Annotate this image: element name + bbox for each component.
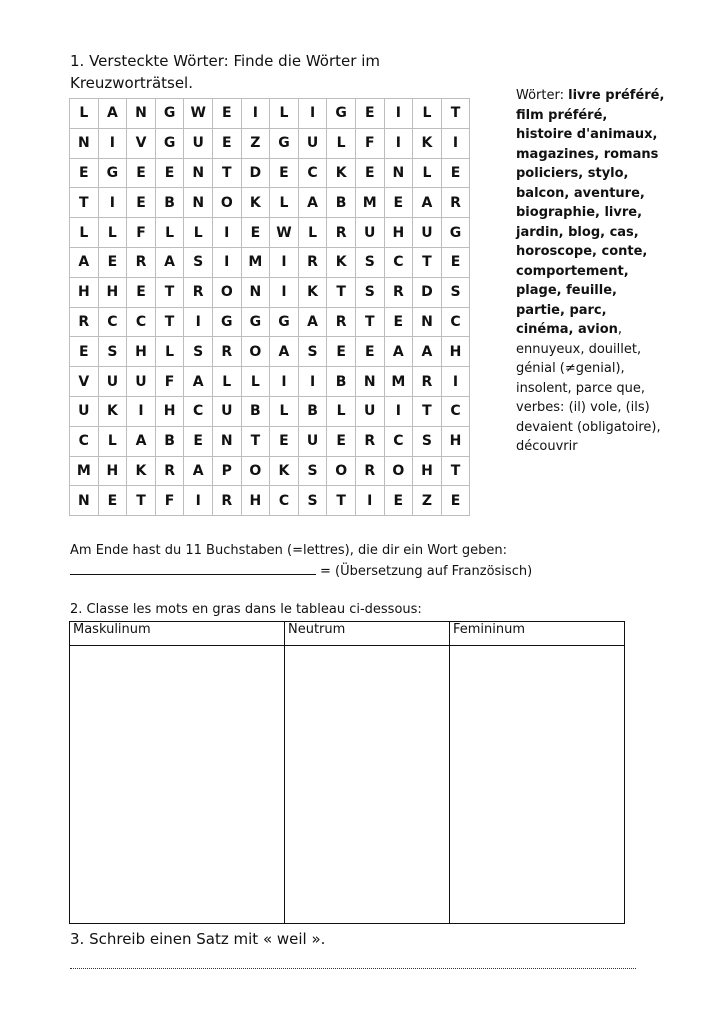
grid-cell[interactable]: T <box>241 426 270 456</box>
grid-row <box>70 426 470 456</box>
grid-cell[interactable]: U <box>298 426 327 456</box>
grid-cell[interactable]: C <box>298 158 327 188</box>
grid-cell[interactable]: C <box>441 396 470 426</box>
grid-cell[interactable]: E <box>384 486 413 516</box>
grid-cell[interactable]: T <box>212 158 241 188</box>
grid-cell[interactable]: L <box>98 426 127 456</box>
grid-cell[interactable]: O <box>241 456 270 486</box>
grid-cell[interactable]: A <box>155 247 184 277</box>
grid-cell[interactable]: T <box>441 456 470 486</box>
grid-cell[interactable]: I <box>298 99 327 129</box>
grid-cell[interactable]: Z <box>241 128 270 158</box>
grid-cell[interactable]: R <box>355 426 384 456</box>
grid-cell[interactable]: R <box>413 367 442 397</box>
grid-cell[interactable]: I <box>270 367 299 397</box>
grid-cell[interactable]: V <box>127 128 156 158</box>
grid-row <box>70 128 470 158</box>
grid-cell[interactable]: U <box>298 128 327 158</box>
grid-cell[interactable]: B <box>155 426 184 456</box>
grid-cell[interactable]: T <box>70 188 99 218</box>
grid-cell[interactable]: L <box>270 396 299 426</box>
grid-row <box>70 456 470 486</box>
grid-cell[interactable]: P <box>212 456 241 486</box>
grid-cell[interactable]: H <box>384 218 413 248</box>
grid-cell[interactable]: N <box>241 277 270 307</box>
grid-cell[interactable]: Z <box>413 486 442 516</box>
grid-cell[interactable]: H <box>70 277 99 307</box>
grid-cell[interactable]: L <box>413 99 442 129</box>
grid-cell[interactable]: E <box>184 426 213 456</box>
grid-cell[interactable]: T <box>327 277 356 307</box>
grid-cell[interactable]: O <box>241 337 270 367</box>
cell-feminine[interactable] <box>450 646 625 924</box>
grid-cell[interactable]: G <box>155 99 184 129</box>
grid-row <box>70 99 470 129</box>
grid-cell[interactable]: I <box>184 307 213 337</box>
grid-cell[interactable]: L <box>212 367 241 397</box>
grid-cell[interactable]: R <box>127 247 156 277</box>
grid-cell[interactable]: I <box>127 396 156 426</box>
grid-cell[interactable]: H <box>98 456 127 486</box>
grid-cell[interactable]: L <box>155 337 184 367</box>
grid-cell[interactable]: I <box>98 188 127 218</box>
grid-cell[interactable]: E <box>98 247 127 277</box>
grid-cell[interactable]: L <box>327 128 356 158</box>
grid-cell[interactable]: U <box>355 218 384 248</box>
grid-cell[interactable]: A <box>413 337 442 367</box>
word-list: Wörter: livre préféré, film préféré, histoire d'animaux, magazines, romans policiers, stylo, balcon, aventure, biographie, livre, jardin, blog, cas, horoscope, conte, comportement, plage, feuille, partie, parc, cinéma, avion, ennuyeux, douillet, génial (≠genial), insolent, parce que, verbes: (il) vole, (ils) devaient (obligatoire), découvrir <box>516 88 665 454</box>
grid-cell[interactable]: S <box>355 247 384 277</box>
end-instruction: Am Ende hast du 11 Buchstaben (=lettres), die dir ein Wort geben: <box>70 543 508 558</box>
grid-cell[interactable]: G <box>98 158 127 188</box>
word-list-normal: ennuyeux, douillet, génial (≠genial), insolent, parce que, verbes: (il) vole, (ils) devaient (obligatoire), découvrir <box>516 341 661 454</box>
grid-cell[interactable]: K <box>327 158 356 188</box>
grid-cell[interactable]: I <box>212 218 241 248</box>
grid-cell[interactable]: K <box>413 128 442 158</box>
grid-cell[interactable]: M <box>355 188 384 218</box>
grid-cell[interactable]: E <box>127 188 156 218</box>
grid-cell[interactable]: C <box>441 307 470 337</box>
grid-cell[interactable]: I <box>270 277 299 307</box>
grid-cell[interactable]: C <box>270 486 299 516</box>
column-header-neuter: Neutrum <box>285 622 450 646</box>
grid-cell[interactable]: I <box>241 99 270 129</box>
grid-cell[interactable]: L <box>70 99 99 129</box>
grid-cell[interactable]: F <box>355 128 384 158</box>
grid-cell[interactable]: B <box>327 367 356 397</box>
answer-line <box>70 562 532 581</box>
grid-cell[interactable]: R <box>212 337 241 367</box>
grid-cell[interactable]: R <box>441 188 470 218</box>
grid-cell[interactable]: C <box>384 247 413 277</box>
grid-cell[interactable]: T <box>413 396 442 426</box>
grid-cell[interactable]: M <box>384 367 413 397</box>
grid-cell[interactable]: K <box>327 247 356 277</box>
grid-cell[interactable]: U <box>70 396 99 426</box>
grid-cell[interactable]: L <box>270 99 299 129</box>
grid-row <box>70 188 470 218</box>
grid-cell[interactable]: U <box>212 396 241 426</box>
grid-cell[interactable]: I <box>384 128 413 158</box>
grid-cell[interactable]: A <box>270 337 299 367</box>
grid-cell[interactable]: E <box>127 158 156 188</box>
grid-cell[interactable]: F <box>155 486 184 516</box>
grid-row <box>70 367 470 397</box>
grid-cell[interactable]: I <box>384 396 413 426</box>
grid-cell[interactable]: I <box>355 486 384 516</box>
grid-cell[interactable]: A <box>98 99 127 129</box>
grid-cell[interactable]: H <box>441 426 470 456</box>
grid-cell[interactable]: K <box>98 396 127 426</box>
grid-cell[interactable]: R <box>155 456 184 486</box>
grid-cell[interactable]: I <box>98 128 127 158</box>
grid-cell[interactable]: N <box>384 158 413 188</box>
grid-cell[interactable]: D <box>241 158 270 188</box>
grid-cell[interactable]: S <box>298 337 327 367</box>
grid-row <box>70 396 470 426</box>
grid-cell[interactable]: E <box>441 158 470 188</box>
grid-cell[interactable]: A <box>298 307 327 337</box>
grid-cell[interactable]: K <box>127 456 156 486</box>
grid-cell[interactable]: L <box>327 396 356 426</box>
grid-cell[interactable]: C <box>184 396 213 426</box>
grid-cell[interactable]: I <box>298 367 327 397</box>
grid-cell[interactable]: L <box>241 367 270 397</box>
grid-cell[interactable]: V <box>70 367 99 397</box>
grid-cell[interactable]: H <box>441 337 470 367</box>
grid-cell[interactable]: E <box>270 426 299 456</box>
word-search-grid <box>69 98 470 516</box>
grid-cell[interactable]: O <box>212 277 241 307</box>
grid-cell[interactable]: E <box>270 158 299 188</box>
grid-cell[interactable]: N <box>184 188 213 218</box>
grid-cell[interactable]: E <box>327 337 356 367</box>
grid-row <box>70 337 470 367</box>
grid-cell[interactable]: B <box>298 396 327 426</box>
grid-cell[interactable]: A <box>127 426 156 456</box>
grid-cell[interactable]: S <box>184 337 213 367</box>
grid-cell[interactable]: C <box>98 307 127 337</box>
grid-cell[interactable]: T <box>355 307 384 337</box>
grid-cell[interactable]: I <box>441 128 470 158</box>
grid-cell[interactable]: H <box>155 396 184 426</box>
grid-cell[interactable]: S <box>298 486 327 516</box>
grid-cell[interactable]: E <box>355 99 384 129</box>
grid-cell[interactable]: E <box>212 128 241 158</box>
grid-row <box>70 218 470 248</box>
grid-cell[interactable]: K <box>298 277 327 307</box>
grid-cell[interactable]: G <box>270 307 299 337</box>
grid-row <box>70 307 470 337</box>
column-header-feminine: Femininum <box>450 622 625 646</box>
grid-cell[interactable]: C <box>384 426 413 456</box>
grid-cell[interactable]: O <box>327 456 356 486</box>
sentence-answer-line[interactable] <box>70 956 636 969</box>
grid-cell[interactable]: W <box>184 99 213 129</box>
grid-cell[interactable]: L <box>155 218 184 248</box>
grid-cell[interactable]: E <box>441 247 470 277</box>
grid-cell[interactable]: N <box>127 99 156 129</box>
grid-cell[interactable]: G <box>270 128 299 158</box>
grid-cell[interactable]: A <box>298 188 327 218</box>
grid-cell[interactable]: L <box>298 218 327 248</box>
grid-cell[interactable]: G <box>155 128 184 158</box>
grid-cell[interactable]: C <box>70 426 99 456</box>
exercise-1-title: 1. Versteckte Wörter: Finde die Wörter im Kreuzworträtsel. <box>70 52 380 92</box>
grid-cell[interactable]: E <box>70 158 99 188</box>
grid-cell[interactable]: M <box>241 247 270 277</box>
grid-cell[interactable]: O <box>212 188 241 218</box>
grid-cell[interactable]: F <box>155 367 184 397</box>
grid-cell[interactable]: S <box>98 337 127 367</box>
grid-cell[interactable]: R <box>327 307 356 337</box>
grid-cell[interactable]: I <box>441 367 470 397</box>
cell-neuter[interactable] <box>285 646 450 924</box>
grid-cell[interactable]: R <box>298 247 327 277</box>
grid-cell[interactable]: A <box>184 367 213 397</box>
grid-cell[interactable]: N <box>70 128 99 158</box>
grid-cell[interactable]: C <box>127 307 156 337</box>
grid-cell[interactable]: S <box>441 277 470 307</box>
grid-cell[interactable]: H <box>413 456 442 486</box>
grid-cell[interactable]: B <box>155 188 184 218</box>
grid-cell[interactable]: M <box>70 456 99 486</box>
grid-cell[interactable]: L <box>270 188 299 218</box>
grid-cell[interactable]: E <box>384 188 413 218</box>
grid-cell[interactable]: E <box>441 486 470 516</box>
grid-cell[interactable]: I <box>384 99 413 129</box>
grid-cell[interactable]: K <box>241 188 270 218</box>
grid-cell[interactable]: O <box>384 456 413 486</box>
grid-cell[interactable]: E <box>70 337 99 367</box>
grid-cell[interactable]: T <box>155 307 184 337</box>
grid-cell[interactable]: N <box>70 486 99 516</box>
column-header-masculine: Maskulinum <box>70 622 285 646</box>
grid-row <box>70 277 470 307</box>
grid-cell[interactable]: A <box>384 337 413 367</box>
grid-cell[interactable]: E <box>355 158 384 188</box>
grid-cell[interactable]: S <box>413 426 442 456</box>
grid-cell[interactable]: F <box>127 218 156 248</box>
grid-cell[interactable]: G <box>327 99 356 129</box>
grid-cell[interactable]: U <box>355 396 384 426</box>
grid-row <box>70 486 470 516</box>
cell-masculine[interactable] <box>70 646 285 924</box>
grid-cell[interactable]: T <box>155 277 184 307</box>
grid-cell[interactable]: E <box>384 307 413 337</box>
grid-cell[interactable]: U <box>127 367 156 397</box>
grid-cell[interactable]: R <box>70 307 99 337</box>
grid-cell[interactable]: D <box>413 277 442 307</box>
grid-cell[interactable]: E <box>212 99 241 129</box>
grid-cell[interactable]: E <box>355 337 384 367</box>
grid-cell[interactable]: B <box>327 188 356 218</box>
grid-cell[interactable]: S <box>355 277 384 307</box>
grid-cell[interactable]: T <box>413 247 442 277</box>
grid-cell[interactable]: U <box>184 128 213 158</box>
grid-cell[interactable]: B <box>241 396 270 426</box>
grid-cell[interactable]: L <box>184 218 213 248</box>
grid-cell[interactable]: S <box>184 247 213 277</box>
grid-cell[interactable]: A <box>70 247 99 277</box>
grid-cell[interactable]: H <box>98 277 127 307</box>
grid-cell[interactable]: A <box>413 188 442 218</box>
exercise-3-title: 3. Schreib einen Satz mit « weil ». <box>70 930 326 948</box>
grid-cell[interactable]: H <box>127 337 156 367</box>
grid-cell[interactable]: S <box>298 456 327 486</box>
grid-cell[interactable]: R <box>384 277 413 307</box>
grid-cell[interactable]: N <box>355 367 384 397</box>
grid-cell[interactable]: K <box>270 456 299 486</box>
grid-cell[interactable]: R <box>327 218 356 248</box>
exercise-2-title: 2. Classe les mots en gras dans le tableau ci-dessous: <box>70 602 422 617</box>
grid-cell[interactable]: R <box>184 277 213 307</box>
grid-cell[interactable]: H <box>241 486 270 516</box>
grid-cell[interactable]: T <box>441 99 470 129</box>
grid-cell[interactable]: N <box>413 307 442 337</box>
grid-cell[interactable]: L <box>98 218 127 248</box>
grid-cell[interactable]: E <box>327 426 356 456</box>
grid-cell[interactable]: G <box>212 307 241 337</box>
word-list-label: Wörter: <box>516 88 564 103</box>
grid-cell[interactable]: L <box>70 218 99 248</box>
classification-table <box>69 621 625 924</box>
grid-cell[interactable]: A <box>184 456 213 486</box>
grid-cell[interactable]: R <box>212 486 241 516</box>
grid-cell[interactable]: E <box>98 486 127 516</box>
grid-cell[interactable]: U <box>413 218 442 248</box>
grid-cell[interactable]: L <box>413 158 442 188</box>
grid-cell[interactable]: N <box>184 158 213 188</box>
grid-cell[interactable]: T <box>327 486 356 516</box>
grid-cell[interactable]: G <box>441 218 470 248</box>
grid-row <box>70 247 470 277</box>
answer-blanks[interactable] <box>70 562 316 575</box>
grid-cell[interactable]: N <box>212 426 241 456</box>
grid-cell[interactable]: G <box>241 307 270 337</box>
word-list-bold: livre préféré, film préféré, histoire d'animaux, magazines, romans policiers, stylo, balcon, aventure, biographie, livre, jardin, blog, cas, horoscope, conte, comportement, plage, feuille, partie, parc, cinéma, avion <box>516 88 665 337</box>
translation-note: = (Übersetzung auf Französisch) <box>320 564 533 579</box>
grid-cell[interactable]: U <box>98 367 127 397</box>
grid-cell[interactable]: I <box>184 486 213 516</box>
grid-cell[interactable]: E <box>155 158 184 188</box>
grid-cell[interactable]: W <box>270 218 299 248</box>
grid-cell[interactable]: I <box>212 247 241 277</box>
grid-cell[interactable]: E <box>127 277 156 307</box>
grid-row <box>70 158 470 188</box>
grid-cell[interactable]: R <box>355 456 384 486</box>
grid-cell[interactable]: T <box>127 486 156 516</box>
grid-cell[interactable]: E <box>241 218 270 248</box>
grid-cell[interactable]: I <box>270 247 299 277</box>
